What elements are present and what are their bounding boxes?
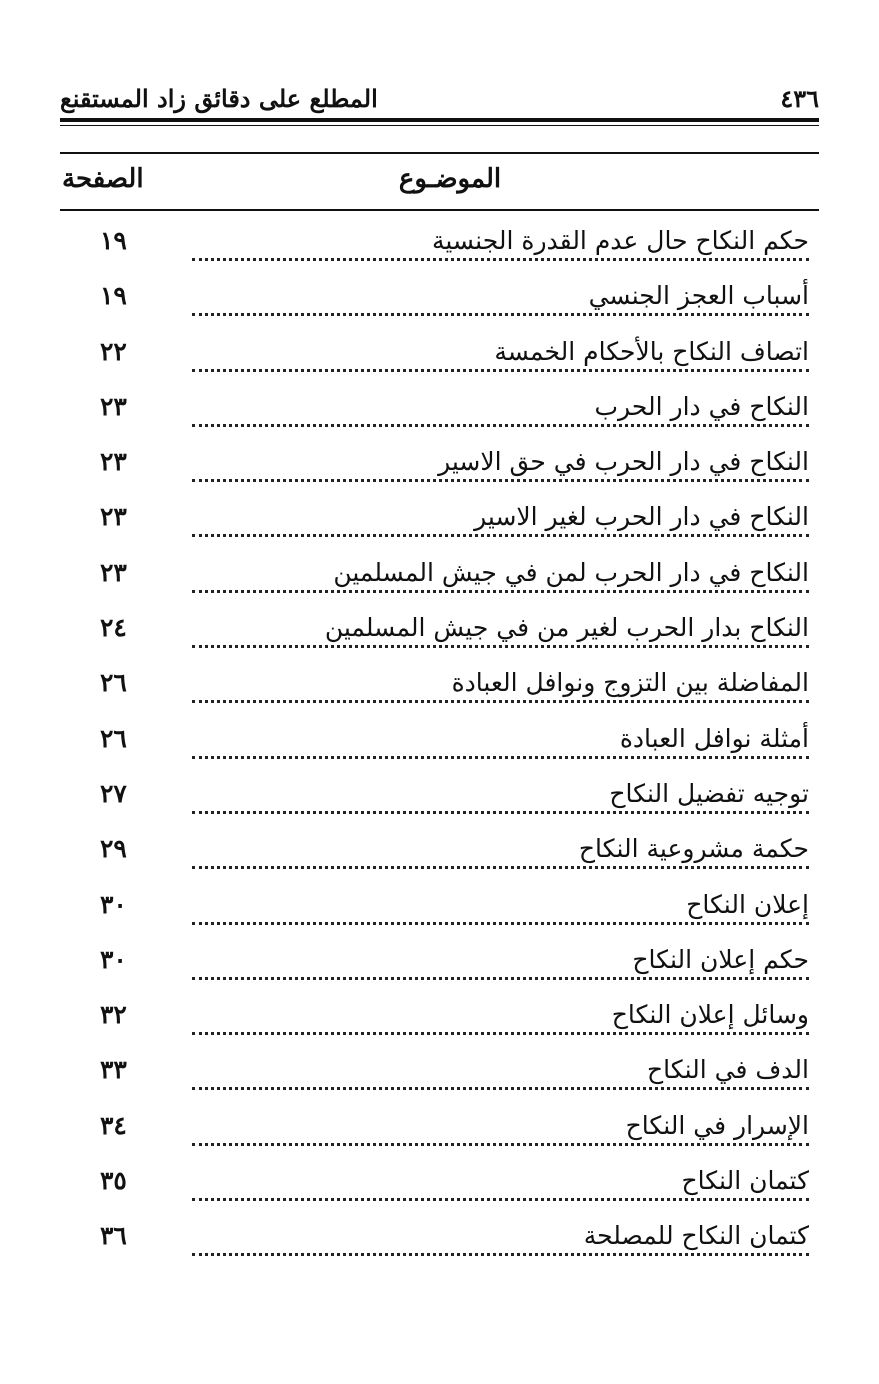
- toc-entry-title: النكاح في دار الحرب لمن في جيش المسلمين: [325, 556, 809, 590]
- toc-entry: [0, 544, 879, 599]
- toc-entry-title: الإسرار في النكاح: [618, 1109, 809, 1143]
- toc-entry: [0, 433, 879, 488]
- toc-entry-title: أسباب العجز الجنسي: [581, 279, 809, 313]
- toc-entry-page: ٣٢: [100, 1000, 127, 1030]
- toc-entry-title: حكم النكاح حال عدم القدرة الجنسية: [424, 224, 809, 258]
- toc-entry: [0, 986, 879, 1041]
- toc-entry: [0, 1097, 879, 1152]
- toc-entry: [0, 1152, 879, 1207]
- toc-entry-page: ١٩: [100, 226, 127, 255]
- toc-entry-page: ٣٥: [100, 1166, 127, 1196]
- toc-entry-page: ٢٣: [100, 557, 127, 587]
- toc-entry-title: المفاضلة بين التزوج ونوافل العبادة: [444, 666, 809, 700]
- toc-entry-page: ٢٦: [100, 668, 127, 698]
- toc-entry: [0, 1041, 879, 1096]
- toc-entry-title: النكاح في دار الحرب لغير الاسير: [466, 500, 809, 534]
- toc-entry-title: النكاح في دار الحرب: [587, 390, 809, 424]
- toc-entry-title: توجيه تفضيل النكاح: [601, 777, 809, 811]
- header-rule-thick: [60, 118, 819, 122]
- toc-entry-title: اتصاف النكاح بالأحكام الخمسة: [486, 335, 809, 369]
- toc-entry-page: ٣٠: [100, 944, 127, 974]
- toc-entry-page: ٢٦: [100, 723, 127, 753]
- toc-entry-title: إعلان النكاح: [678, 888, 809, 922]
- column-header-top-rule: [60, 152, 819, 154]
- page-number: ٤٣٦: [780, 84, 819, 113]
- toc-entry: [0, 488, 879, 543]
- toc-entry: [0, 1207, 879, 1262]
- toc-entry: [0, 654, 879, 709]
- header-rule-thin: [60, 125, 819, 126]
- toc-entry-title: كتمان النكاح: [674, 1164, 810, 1198]
- toc-entry-title: الدف في النكاح: [639, 1053, 809, 1087]
- toc-entry: [0, 599, 879, 654]
- toc-entry-page: ١٩: [100, 281, 127, 311]
- toc-entry: [0, 267, 879, 322]
- toc-entry-page: ٢٢: [100, 336, 127, 366]
- toc-entry: [0, 931, 879, 986]
- toc-entry-title: حكم إعلان النكاح: [624, 943, 809, 977]
- toc-entry-page: ٣٤: [100, 1110, 127, 1140]
- book-title: المطلع على دقائق زاد المستقنع: [60, 84, 378, 113]
- toc-entry: [0, 876, 879, 931]
- toc-entry-page: ٣٣: [100, 1055, 127, 1085]
- toc-entry: [0, 323, 879, 378]
- toc-entry-title: أمثلة نوافل العبادة: [612, 722, 809, 756]
- running-head: [60, 84, 819, 120]
- toc-entry-page: ٢٤: [100, 613, 127, 643]
- toc-entry-page: ٢٩: [100, 834, 127, 864]
- toc-entry-title: حكمة مشروعية النكاح: [571, 832, 809, 866]
- toc-entry: [0, 820, 879, 875]
- table-of-contents: [0, 212, 879, 1263]
- toc-entry-title: النكاح بدار الحرب لغير من في جيش المسلمين: [317, 611, 809, 645]
- toc-entry-page: ٢٧: [100, 778, 127, 808]
- toc-entry-page: ٢٣: [100, 391, 127, 421]
- column-header-page: الصفحة: [62, 164, 144, 194]
- toc-entry-page: ٣٠: [100, 889, 127, 919]
- toc-entry-page: ٢٣: [100, 502, 127, 532]
- toc-entry-title: النكاح في دار الحرب في حق الاسير: [430, 445, 809, 479]
- column-header-topic: الموضـوع: [398, 164, 502, 194]
- toc-entry-page: ٢٣: [100, 447, 127, 477]
- toc-entry-title: كتمان النكاح للمصلحة: [576, 1219, 809, 1253]
- toc-entry: [0, 765, 879, 820]
- toc-entry: [0, 378, 879, 433]
- column-header-bottom-rule: [60, 209, 819, 211]
- toc-entry-page: ٣٦: [100, 1221, 127, 1251]
- toc-entry: [0, 710, 879, 765]
- toc-entry: [0, 212, 879, 267]
- toc-entry-title: وسائل إعلان النكاح: [604, 998, 809, 1032]
